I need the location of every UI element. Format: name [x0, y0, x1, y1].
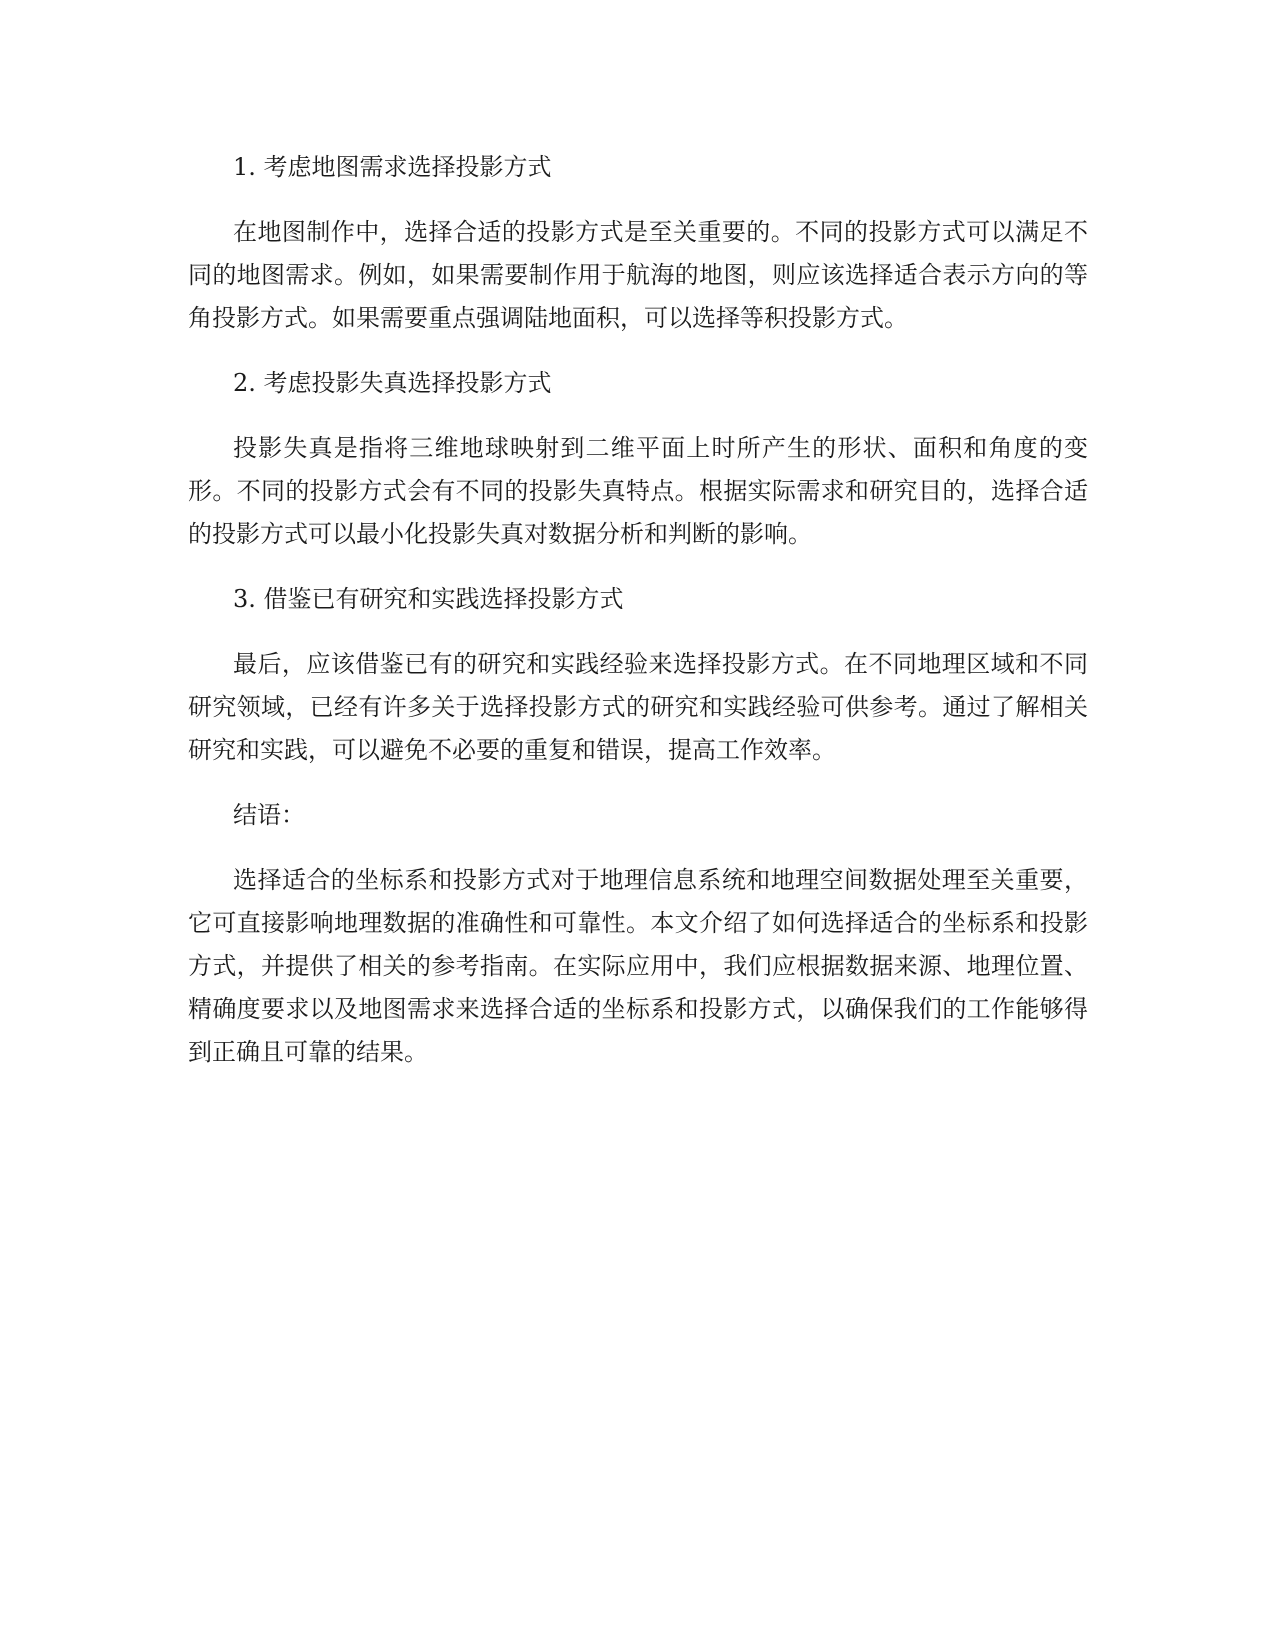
section-heading-1: 1. 考虑地图需求选择投影方式	[233, 153, 552, 181]
document-body	[188, 146, 1088, 1096]
section-paragraph-1: 在地图制作中，选择合适的投影方式是至关重要的。不同的投影方式可以满足不同的地图需求。例如，如果需要制作用于航海的地图，则应该选择适合表示方向的等角投影方式。如果需要重点强调陆地面积，可以选择等积投影方式。	[188, 218, 1088, 332]
conclusion-paragraph: 选择适合的坐标系和投影方式对于地理信息系统和地理空间数据处理至关重要，它可直接影响地理数据的准确性和可靠性。本文介绍了如何选择适合的坐标系和投影方式，并提供了相关的参考指南。在实际应用中，我们应根据数据来源、地理位置、精确度要求以及地图需求来选择合适的坐标系和投影方式，以确保我们的工作能够得到正确且可靠的结果。	[188, 866, 1088, 1066]
section-heading-3: 3. 借鉴已有研究和实践选择投影方式	[233, 585, 624, 613]
section-heading-2: 2. 考虑投影失真选择投影方式	[233, 369, 552, 397]
section-paragraph-2: 投影失真是指将三维地球映射到二维平面上时所产生的形状、面积和角度的变形。不同的投影方式会有不同的投影失真特点。根据实际需求和研究目的，选择合适的投影方式可以最小化投影失真对数据分析和判断的影响。	[188, 434, 1088, 548]
section-paragraph-3: 最后，应该借鉴已有的研究和实践经验来选择投影方式。在不同地理区域和不同研究领域，已经有许多关于选择投影方式的研究和实践经验可供参考。通过了解相关研究和实践，可以避免不必要的重复和错误，提高工作效率。	[188, 650, 1088, 764]
conclusion-heading: 结语：	[233, 801, 305, 829]
